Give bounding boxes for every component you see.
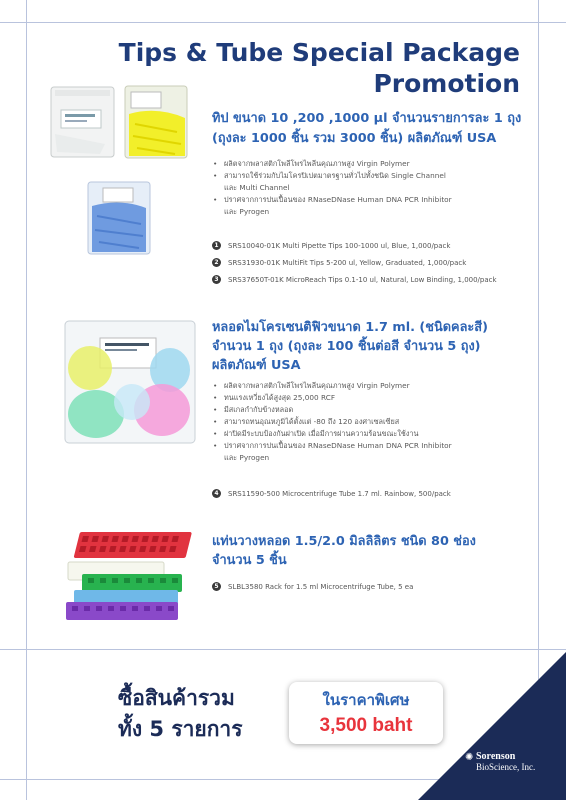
section1-heading-line1: ทิป ขนาด 10 ,200 ,1000 µl จำนวนรายการละ 1 ถุง <box>212 111 522 126</box>
list-item: และ Multi Channel <box>224 183 290 192</box>
list-item: • ปราศจากการปนเปื้อนของ RNaseDNase Human DNA PCR Inhibitor <box>212 194 452 206</box>
list-item: • ฝาปิดมีระบบป้องกันฝาเปิด เมื่อมีการผ่านความร้อนขณะใช้งาน <box>212 428 452 440</box>
section1-heading-line2: (ถุงละ 1000 ชิ้น รวม 3000 ชิ้น) ผลิตภัณฑ์ USA <box>212 131 497 146</box>
page-title-line2: Promotion <box>373 69 520 98</box>
natural-tips-bag <box>51 87 114 157</box>
list-item: • ปราศจากการปนเปื้อนของ RNaseDNase Human DNA PCR Inhibitor <box>212 440 452 452</box>
section2-heading-line3: ผลิตภัณฑ์ USA <box>212 358 301 373</box>
promo-line1: ซื้อสินค้ารวม <box>118 686 235 710</box>
microcentrifuge-tubes-image <box>62 318 198 446</box>
number-badge: 5 <box>212 582 221 591</box>
list-item: • สามารถใช้ร่วมกับไมโครปิเปตมาตรฐานทั่วไปทั้งชนิด Single Channel <box>212 170 452 182</box>
product-item <box>212 240 450 253</box>
number-badge: 1 <box>212 241 221 250</box>
list-item: • ทนแรงเหวี่ยงได้สูงสุด 25,000 RCF <box>212 392 452 404</box>
section2-heading-line1: หลอดไมโครเซนติฟิวขนาด 1.7 ml. (ชนิดคละสี) <box>212 320 488 335</box>
tube-racks-image <box>52 526 202 626</box>
promo-text <box>118 683 243 745</box>
number-badge: 4 <box>212 489 221 498</box>
price-value: 3,500 baht <box>319 715 413 736</box>
list-item: • ผลิตจากพลาสติกโพลีโพรไพลีนคุณภาพสูง Virgin Polymer <box>212 380 452 392</box>
section3-heading-line2: จำนวน 5 ชิ้น <box>212 553 287 568</box>
product-text: SRS11590-500 Microcentrifuge Tube 1.7 ml. Rainbow, 500/pack <box>228 490 451 498</box>
blue-tips-bag <box>88 182 150 254</box>
logo-mark-icon: ✺ <box>465 752 474 763</box>
list-item: และ Pyrogen <box>224 453 270 462</box>
product-text: SLBL3580 Rack for 1.5 ml Microcentrifuge Tube, 5 ea <box>228 583 414 591</box>
product-item <box>212 274 497 287</box>
product-item <box>212 257 466 270</box>
product-text: SRS31930-01K MultiFit Tips 5-200 ul, Yellow, Graduated, 1,000/pack <box>228 259 467 267</box>
logo-line2: BioScience, Inc. <box>476 762 536 772</box>
frame-line-left <box>26 0 27 800</box>
list-item: • ผลิตจากพลาสติกโพลีโพรไพลีนคุณภาพสูง Virgin Polymer <box>212 158 452 170</box>
section3-heading-line1: แท่นวางหลอด 1.5/2.0 มิลลิลิตร ชนิด 80 ช่อง <box>212 534 476 549</box>
frame-line-middle <box>0 649 566 650</box>
section1-bullet-list <box>212 158 452 218</box>
promo-line2: ทั้ง 5 รายการ <box>118 717 243 741</box>
page-title-line1: Tips & Tube Special Package <box>118 38 520 67</box>
list-item: • มีสเกลกำกับข้างหลอด <box>212 404 452 416</box>
list-item: และ Pyrogen <box>224 207 270 216</box>
section2-heading-line2: จำนวน 1 ถุง (ถุงละ 100 ชิ้นต่อสี จำนวน 5 ถุง) <box>212 339 481 354</box>
yellow-tips-bag <box>125 86 187 158</box>
product-text: SRS37650T-01K MicroReach Tips 0.1-10 ul, Natural, Low Binding, 1,000/pack <box>228 276 497 284</box>
corner-triangle <box>418 652 566 800</box>
frame-line-top <box>0 22 566 23</box>
product-item <box>212 488 451 501</box>
product-text: SRS10040-01K Multi Pipette Tips 100-1000 ul, Blue, 1,000/pack <box>228 242 451 250</box>
list-item: • สามารถทนอุณหภูมิได้ตั้งแต่ -80 ถึง 120 องศาเซลเซียส <box>212 416 452 428</box>
number-badge: 2 <box>212 258 221 267</box>
price-label: ในราคาพิเศษ <box>322 691 410 709</box>
sorenson-logo <box>465 751 536 772</box>
product-item <box>212 581 413 594</box>
number-badge: 3 <box>212 275 221 284</box>
logo-line1: Sorenson <box>476 751 516 762</box>
section2-bullet-list <box>212 380 452 464</box>
tips-bags-image <box>45 84 195 274</box>
